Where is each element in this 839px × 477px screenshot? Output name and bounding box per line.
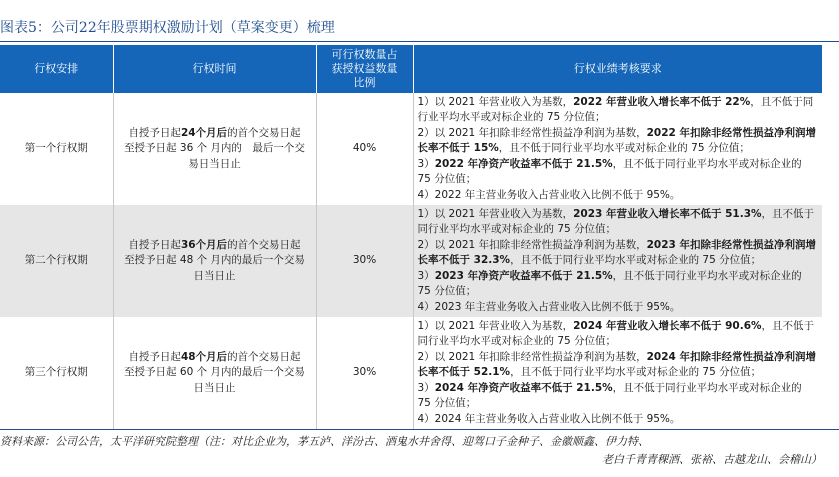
exercise-time-text: 自授予日起	[128, 126, 181, 139]
requirement-text: 2）以 2021 年扣除非经常性损益净利润为基数，	[417, 238, 647, 251]
source-note	[0, 433, 822, 469]
exercise-ratio: 40%	[316, 93, 413, 205]
table-row	[0, 205, 822, 317]
requirement-item	[418, 412, 819, 428]
requirement-text: 3）	[417, 381, 435, 394]
performance-requirements-cell	[413, 317, 822, 429]
header-exercise-time: 行权时间	[113, 45, 316, 93]
requirement-text: 3）	[417, 269, 435, 282]
requirement-item	[418, 126, 819, 157]
exercise-time-cell	[113, 205, 316, 317]
exercise-time-text: 的首个交易日起至授予日起 48 个 月内的最后一个交易日当日止	[124, 238, 305, 282]
requirement-target-text: 2022 年扣除非经常性损益净利润增长率不低于 15%	[417, 126, 816, 155]
requirement-item	[418, 381, 819, 412]
header-performance-requirements: 行权业绩考核要求	[413, 45, 822, 93]
title-rule	[0, 41, 839, 42]
requirement-item	[418, 269, 819, 300]
header-exercise-ratio	[316, 45, 413, 93]
requirement-text: 4）2022 年主营业务收入占营业收入比例不低于 95%。	[417, 188, 681, 201]
exercise-time-text: 24个月后	[180, 126, 228, 139]
requirement-text: ，且不低于同行业平均水平或对标企业的 75 分位值；	[417, 157, 802, 186]
requirement-item	[418, 319, 819, 350]
requirement-item	[418, 350, 819, 381]
requirement-text: ，且不低于同行业平均水平或对标企业的 75 分位值；	[417, 207, 815, 236]
requirement-item	[418, 157, 819, 188]
exercise-period-name: 第二个行权期	[0, 205, 113, 317]
requirement-text: ，且不低于同行业平均水平或对标企业的 75 分位值；	[510, 254, 762, 267]
table-header-row	[0, 45, 822, 93]
requirement-item	[418, 95, 819, 126]
requirement-text: 4）2024 年主营业务收入占营业收入比例不低于 95%。	[417, 412, 681, 425]
exercise-ratio: 30%	[316, 205, 413, 317]
requirement-target-text: 2024 年扣除非经常性损益净利润增长率不低于 52.1%	[417, 350, 816, 379]
requirement-item	[418, 188, 819, 204]
source-note-line: 资料来源：公司公告，太平洋研究院整理（注：对比企业为，茅五泸、洋汾古、酒鬼水井舍得、迎驾口子金种子、金徽顺鑫、伊力特、	[0, 435, 649, 448]
requirement-target-text: 2023 年净资产收益率不低于 21.5%	[434, 269, 613, 282]
requirement-target-text: 2023 年营业收入增长率不低于 51.3%	[573, 207, 762, 220]
requirement-text: 1）以 2021 年营业收入为基数，	[417, 319, 574, 332]
exercise-time-text: 的首个交易日起至授予日起 60 个 月内的最后一个交易日当日止	[124, 350, 305, 394]
requirement-target-text: 2024 年营业收入增长率不低于 90.6%	[573, 319, 762, 332]
bottom-rule	[0, 429, 839, 430]
header-ratio-line: 获授权益数量	[331, 62, 398, 75]
performance-requirements-cell	[413, 93, 822, 205]
exercise-time-cell	[113, 317, 316, 429]
requirement-text: ，且不低于同行业平均水平或对标企业的 75 分位值；	[417, 269, 802, 298]
source-note-line: 老白千青青稞酒、张裕、古越龙山、会稽山）	[602, 453, 822, 466]
requirement-text: ，且不低于同行业平均水平或对标企业的 75 分位值；	[498, 142, 750, 155]
table-row	[0, 317, 822, 429]
requirement-text: 2）以 2021 年扣除非经常性损益净利润为基数，	[417, 350, 647, 363]
requirement-text: ，且不低于同行业平均水平或对标企业的 75 分位值；	[417, 381, 802, 410]
requirement-text: ，且不低于同行业平均水平或对标企业的 75 分位值；	[417, 95, 814, 124]
exercise-time-text: 48个月后	[180, 350, 228, 363]
header-ratio-line: 可行权数量占	[331, 48, 398, 61]
exercise-time-cell	[113, 93, 316, 205]
requirement-text: 3）	[417, 157, 435, 170]
exercise-period-name: 第一个行权期	[0, 93, 113, 205]
exercise-ratio: 30%	[316, 317, 413, 429]
performance-requirements-cell	[413, 205, 822, 317]
exercise-period-name: 第三个行权期	[0, 317, 113, 429]
requirement-text: 4）2023 年主营业务收入占营业收入比例不低于 95%。	[417, 300, 681, 313]
incentive-table	[0, 45, 822, 429]
header-ratio-line: 比例	[353, 76, 376, 89]
table-row	[0, 93, 822, 205]
exercise-time-text: 36个月后	[180, 238, 228, 251]
requirement-text: ，且不低于同行业平均水平或对标企业的 75 分位值；	[510, 366, 762, 379]
requirement-text: ，且不低于同行业平均水平或对标企业的 75 分位值；	[417, 319, 815, 348]
requirement-target-text: 2024 年净资产收益率不低于 21.5%	[434, 381, 613, 394]
requirement-target-text: 2022 年营业收入增长率不低于 22%	[573, 95, 751, 108]
exercise-time-text: 自授予日起	[128, 238, 181, 251]
requirement-text: 2）以 2021 年扣除非经常性损益净利润为基数，	[417, 126, 647, 139]
figure-title: 图表5：公司22年股票期权激励计划（草案变更）梳理	[0, 20, 335, 36]
exercise-time-text: 的首个交易日起至授予日起 36 个 月内的 最后一个交易日当日止	[124, 126, 305, 170]
exercise-time-text: 自授予日起	[128, 350, 181, 363]
requirement-target-text: 2022 年净资产收益率不低于 21.5%	[434, 157, 613, 170]
requirement-item	[418, 300, 819, 316]
requirement-text: 1）以 2021 年营业收入为基数，	[417, 95, 574, 108]
requirement-text: 1）以 2021 年营业收入为基数，	[417, 207, 574, 220]
requirement-item	[418, 238, 819, 269]
requirement-item	[418, 207, 819, 238]
requirement-target-text: 2023 年扣除非经常性损益净利润增长率不低于 32.3%	[417, 238, 816, 267]
header-exercise-arrangement: 行权安排	[0, 45, 113, 93]
